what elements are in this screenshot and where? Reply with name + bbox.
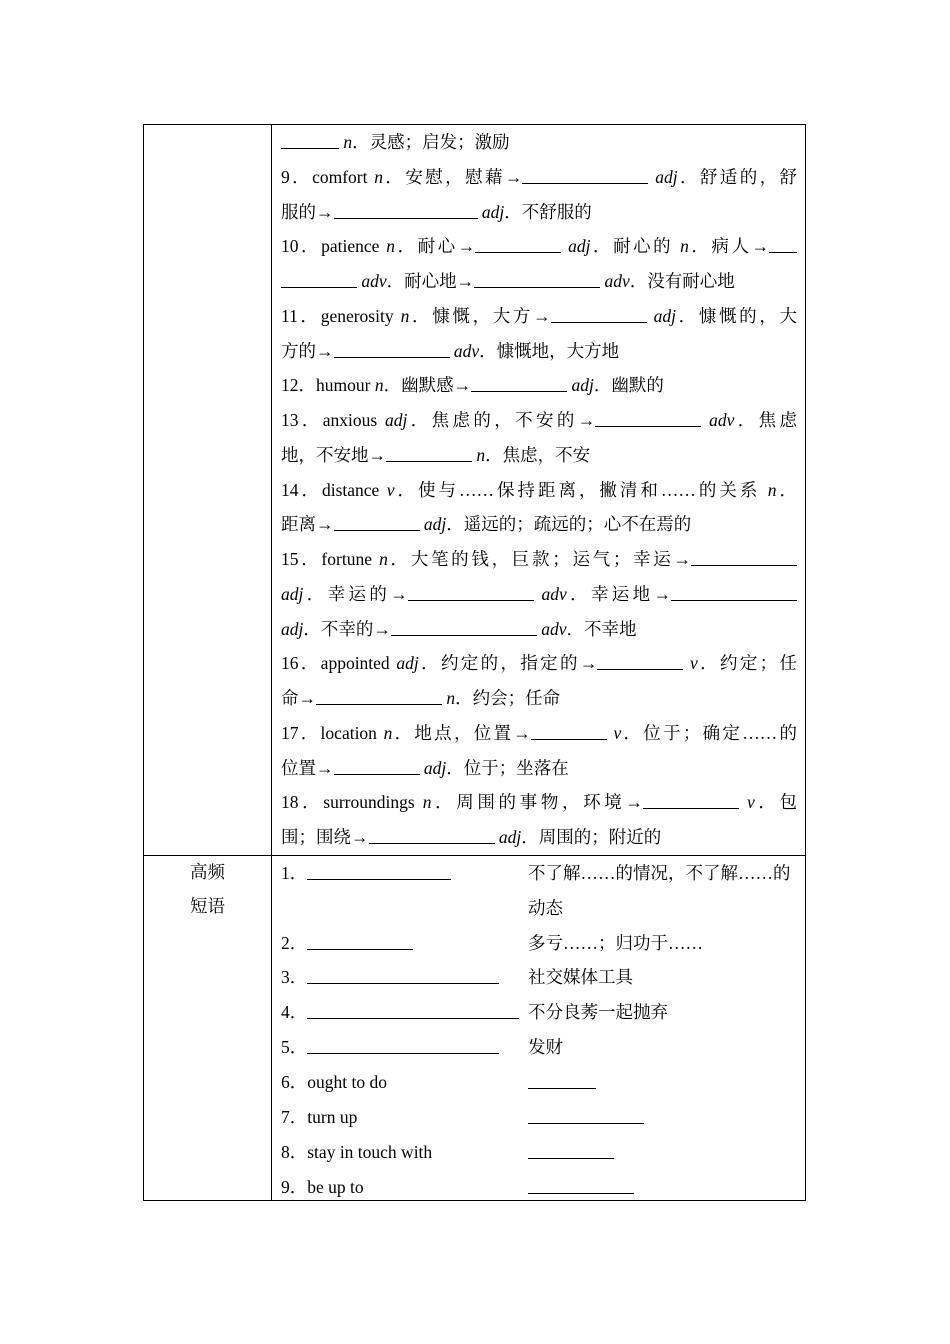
part-of-speech: v <box>613 722 622 743</box>
phrase-english <box>281 1170 364 1205</box>
phrase-row <box>281 926 801 961</box>
answer-blank[interactable] <box>597 649 683 670</box>
text-run: ．周围的；附近的 <box>521 827 662 847</box>
answer-blank[interactable] <box>531 719 607 740</box>
vocabulary-section <box>281 125 797 855</box>
text-run: ．焦虑的，不安的→ <box>407 410 596 430</box>
text-run: ．没有耐心地 <box>629 271 735 291</box>
answer-blank[interactable] <box>475 232 561 253</box>
phrase-english <box>281 995 519 1030</box>
part-of-speech: v <box>746 792 755 813</box>
column-divider <box>271 125 272 1200</box>
text-run: 方的→ <box>281 340 334 361</box>
vocab-line <box>281 403 797 438</box>
phrases-section <box>281 856 801 1205</box>
vocab-line <box>281 264 797 299</box>
vocab-line <box>281 229 797 264</box>
phrase-row <box>281 1100 801 1135</box>
answer-blank[interactable] <box>595 406 701 427</box>
phrase-row <box>281 856 801 926</box>
answer-blank[interactable] <box>522 163 648 184</box>
section-label-high-frequency-phrases <box>144 855 271 924</box>
phrase-english <box>281 1030 499 1065</box>
text-run: ．幽默的 <box>593 375 664 396</box>
phrase-english <box>281 1135 432 1170</box>
text-run: ．周围的事物，环境→ <box>431 792 643 813</box>
meaning-blank[interactable] <box>528 1101 644 1124</box>
part-of-speech: adj <box>281 583 304 604</box>
vocab-line <box>281 751 797 786</box>
phrase-blank[interactable] <box>307 963 499 984</box>
vocab-line <box>281 681 797 716</box>
worksheet-table <box>143 124 806 1201</box>
text-run: ．地点，位置→ <box>392 722 531 743</box>
part-of-speech: adj <box>498 827 522 847</box>
text-run <box>647 306 654 326</box>
part-of-speech: n <box>680 236 689 257</box>
phrase-english <box>281 856 451 891</box>
phrase-row <box>281 1065 801 1100</box>
answer-blank[interactable] <box>334 337 450 358</box>
phrase-row <box>281 995 801 1030</box>
text-run: 距离→ <box>281 514 334 535</box>
phrase-meaning <box>528 1065 800 1100</box>
part-of-speech: adj <box>384 410 408 430</box>
phrase-row <box>281 960 801 995</box>
vocab-line <box>281 612 797 647</box>
part-of-speech: adj <box>568 236 591 257</box>
phrase-row <box>281 1170 801 1205</box>
part-of-speech: n <box>400 305 410 326</box>
text-run: ．约定；任 <box>697 653 798 674</box>
text-run: 13．anxious <box>281 410 385 430</box>
answer-blank[interactable] <box>316 684 442 705</box>
text-run: 3． <box>281 967 308 988</box>
vocab-line <box>281 820 797 855</box>
text-run: ．慷慨，大方→ <box>409 305 551 326</box>
vocab-line <box>281 473 797 508</box>
phrase-meaning <box>528 1030 800 1065</box>
phrase-blank[interactable] <box>307 929 413 950</box>
text-run: ．约会；任命 <box>455 688 561 708</box>
text-run: 9．be up to <box>281 1176 364 1197</box>
vocab-line <box>281 716 797 751</box>
phrase-meaning <box>528 960 800 995</box>
part-of-speech: adj <box>423 757 447 778</box>
text-run: ．位于；确定……的 <box>621 722 797 743</box>
phrase-meaning <box>528 856 800 926</box>
text-run: 围；围绕→ <box>281 827 369 847</box>
answer-blank[interactable] <box>369 823 495 844</box>
part-of-speech: n <box>476 444 486 465</box>
vocab-line <box>281 334 797 369</box>
part-of-speech: v <box>386 479 395 500</box>
vocab-line <box>281 507 797 542</box>
text-run <box>701 410 709 430</box>
meaning-blank[interactable] <box>528 1066 596 1089</box>
text-run: 18．surroundings <box>281 792 423 813</box>
text-run: ．耐心地→ <box>386 271 475 291</box>
phrase-meaning <box>528 926 800 961</box>
vocab-line <box>281 195 797 230</box>
answer-blank[interactable] <box>769 232 797 253</box>
text-run: ．幽默感→ <box>383 375 472 396</box>
vocab-line <box>281 438 797 473</box>
vocab-line <box>281 646 797 681</box>
text-run: 位置→ <box>281 757 334 778</box>
part-of-speech: adj <box>655 166 678 187</box>
answer-blank[interactable] <box>551 302 647 323</box>
text-run: ．慷慨的，大 <box>676 305 798 326</box>
phrase-meaning <box>528 1170 800 1205</box>
vocab-line <box>281 125 797 160</box>
text-run: ．耐心→ <box>395 236 476 257</box>
meaning-blank[interactable] <box>528 1136 614 1159</box>
text-run: 2． <box>281 932 308 953</box>
text-run: 不了解……的情况，不了解……的动态 <box>528 863 791 918</box>
phrase-meaning <box>528 1100 800 1135</box>
phrase-blank[interactable] <box>307 998 519 1019</box>
text-run: 1． <box>281 863 308 883</box>
answer-blank[interactable] <box>691 545 797 566</box>
text-run: ．慷慨地，大方地 <box>479 340 620 361</box>
text-run: 5． <box>281 1037 308 1058</box>
vocab-line <box>281 577 797 612</box>
text-run: 命→ <box>281 688 316 708</box>
text-run: ．病人→ <box>688 236 770 257</box>
text-run: ．焦虑，不安 <box>485 444 591 465</box>
text-run: ．约定的，指定的→ <box>418 653 598 674</box>
text-run: 社交媒体工具 <box>528 967 633 988</box>
text-run: 7．turn up <box>281 1106 358 1127</box>
part-of-speech: adj <box>481 201 505 222</box>
phrase-english <box>281 960 499 995</box>
phrase-meaning <box>528 1135 800 1170</box>
text-run: 6．ought to do <box>281 1072 387 1093</box>
part-of-speech: n <box>343 132 353 152</box>
text-run: ．不舒服的 <box>504 201 592 222</box>
answer-blank[interactable] <box>474 267 600 288</box>
section-label-line-1: 高频 <box>190 863 225 883</box>
text-run: 17．location <box>281 722 384 743</box>
text-run: 11．generosity <box>281 305 401 326</box>
text-run: 地，不安地→ <box>281 444 386 465</box>
vocab-line <box>281 542 797 577</box>
phrase-blank[interactable] <box>307 859 451 880</box>
section-label-line-2: 短语 <box>190 897 225 917</box>
text-run: ．位于；坐落在 <box>446 757 569 778</box>
vocab-line <box>281 785 797 820</box>
text-run: ．不幸地 <box>566 618 637 639</box>
text-run: ．舒适的，舒 <box>677 166 798 187</box>
text-run: ．耐心的 <box>590 236 681 257</box>
text-run: 14．distance <box>281 479 387 500</box>
text-run: 12．humour <box>281 375 375 396</box>
answer-blank[interactable] <box>334 510 420 531</box>
text-run: ．使与……保持距离，撇清和……的关系 <box>394 479 768 500</box>
phrase-row <box>281 1135 801 1170</box>
part-of-speech: n <box>422 792 432 813</box>
part-of-speech: n <box>767 479 777 500</box>
phrase-english <box>281 1065 387 1100</box>
text-run: ．包 <box>754 792 798 813</box>
phrase-blank[interactable] <box>307 1033 499 1054</box>
phrase-meaning <box>528 995 800 1030</box>
part-of-speech: n <box>374 375 384 396</box>
text-run: 多亏……；归功于…… <box>528 932 703 953</box>
answer-blank[interactable] <box>671 580 797 601</box>
text-run: ． <box>776 479 798 500</box>
text-run: 不分良莠一起抛弃 <box>528 1002 668 1023</box>
text-run: 8．stay in touch with <box>281 1141 433 1162</box>
answer-blank[interactable] <box>281 267 357 288</box>
vocab-line <box>281 368 797 403</box>
part-of-speech: adj <box>653 305 676 326</box>
vocab-line <box>281 299 797 334</box>
part-of-speech: adv <box>541 618 567 639</box>
part-of-speech: v <box>690 653 698 674</box>
part-of-speech: adv <box>541 583 567 604</box>
text-run: 15．fortune <box>281 549 380 569</box>
vocab-line <box>281 160 797 195</box>
phrase-row <box>281 1030 801 1065</box>
text-run <box>739 792 747 812</box>
text-run: ．遥远的；疏远的；心不在焉的 <box>446 514 692 535</box>
answer-blank[interactable] <box>391 615 537 636</box>
answer-blank[interactable] <box>471 371 567 392</box>
text-run: 4． <box>281 1002 308 1023</box>
text-run: 10．patience <box>281 236 387 257</box>
text-run: ．大笔的钱，巨款；运气；幸运→ <box>387 549 692 569</box>
answer-blank[interactable] <box>281 128 339 149</box>
text-run: 16．appointed <box>281 653 397 674</box>
part-of-speech: adv <box>361 271 387 291</box>
part-of-speech: n <box>383 722 393 743</box>
part-of-speech: adv <box>709 410 735 430</box>
text-run: ．焦虑 <box>734 410 798 430</box>
phrase-english <box>281 1100 357 1135</box>
text-run: 服的→ <box>281 201 334 222</box>
text-run: 9．comfort <box>281 166 375 187</box>
answer-blank[interactable] <box>334 198 478 219</box>
text-run: ．幸运的→ <box>303 583 408 604</box>
answer-blank[interactable] <box>408 580 534 601</box>
part-of-speech: adj <box>571 375 594 396</box>
part-of-speech: adj <box>396 653 419 674</box>
answer-blank[interactable] <box>334 754 420 775</box>
part-of-speech: adv <box>604 271 630 291</box>
text-run: ．幸运地→ <box>566 583 672 604</box>
phrase-english <box>281 926 413 961</box>
part-of-speech: adv <box>453 340 480 361</box>
meaning-blank[interactable] <box>528 1171 634 1194</box>
part-of-speech: n <box>386 236 396 257</box>
text-run: ．灵感；启发；激励 <box>352 132 510 152</box>
part-of-speech: adj <box>281 618 304 639</box>
part-of-speech: adj <box>423 514 447 535</box>
answer-blank[interactable] <box>386 441 472 462</box>
text-run: ．安慰，慰藉→ <box>383 166 523 187</box>
part-of-speech: n <box>374 166 384 187</box>
answer-blank[interactable] <box>643 788 739 809</box>
text-run: ．不幸的→ <box>303 618 391 639</box>
text-run: 发财 <box>528 1037 563 1058</box>
part-of-speech: n <box>446 688 456 708</box>
part-of-speech: n <box>379 549 388 569</box>
